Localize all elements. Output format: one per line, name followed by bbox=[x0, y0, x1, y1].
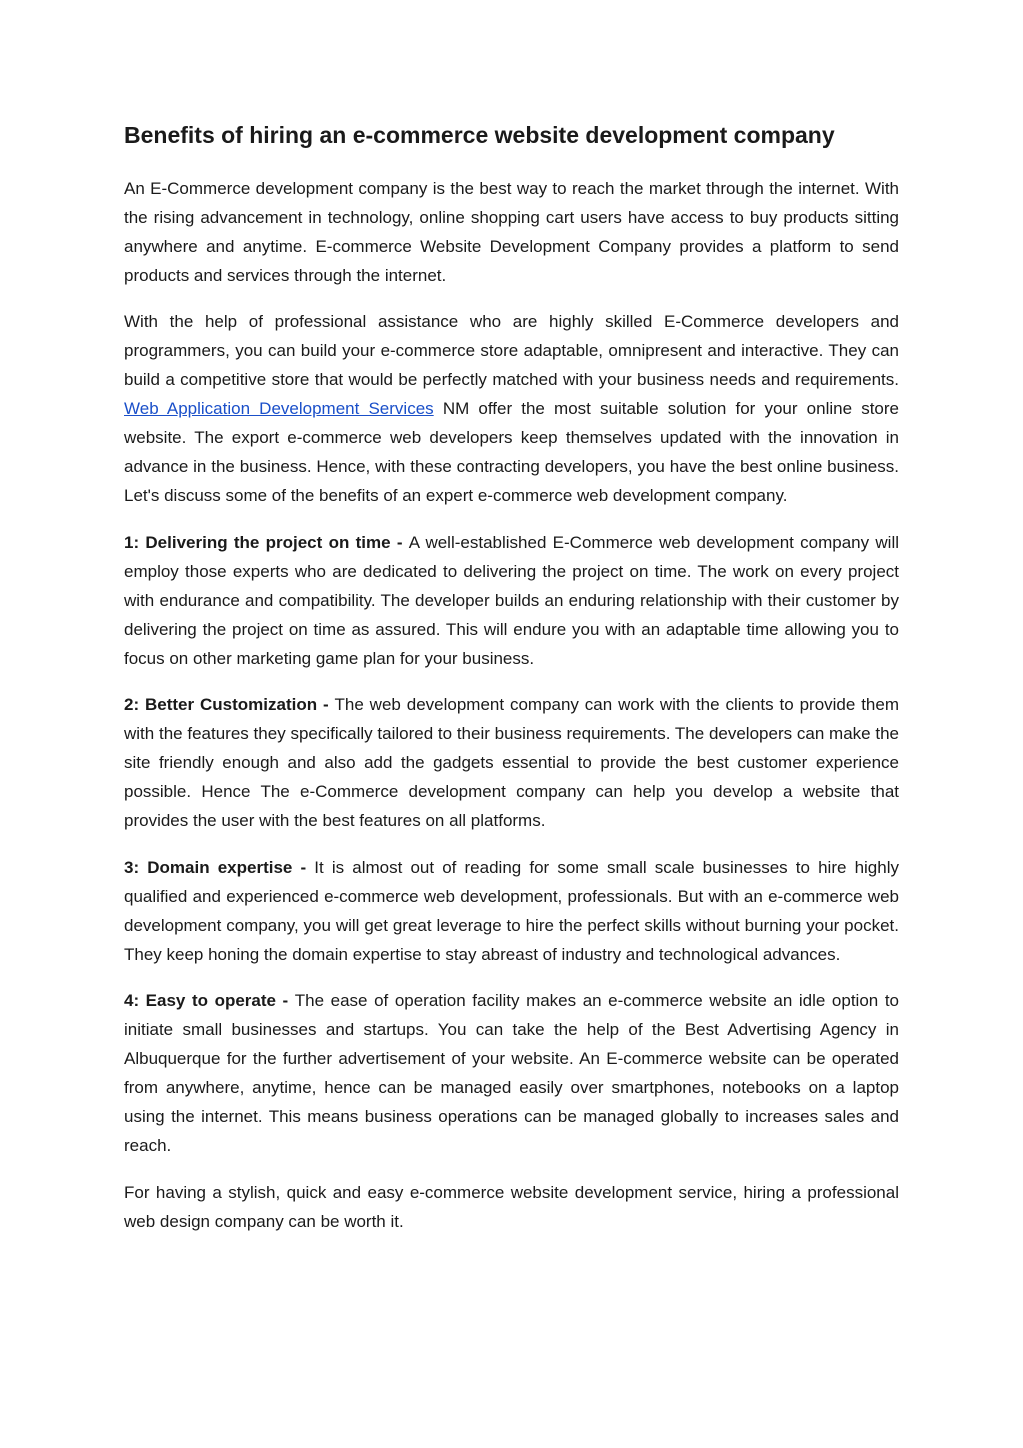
point-2-body: The web development company can work with the clients to provide them with the features they specifically tailored to their business requirements. The developers can make the site friendly enough and also add the gadgets essential to provide the best customer experience possible. Hence The e-Commerce development company can help you develop a website that provides the user with the best features on all platforms. bbox=[124, 695, 900, 831]
point-3-paragraph bbox=[124, 853, 899, 969]
document-page bbox=[124, 122, 899, 1253]
intro-paragraph: An E-Commerce development company is the best way to reach the market through the internet. With the rising advancement in technology, online shopping cart users have access to buy products sitting anywhere and anytime. E-commerce Website Development Company provides a platform to send products and services through the internet. bbox=[124, 178, 899, 285]
second-paragraph-before: With the help of professional assistance who are highly skilled E-Commerce developers and programmers, you can build your e-commerce store adaptable, omnipresent and interactive. They can build a competitive store that would be perfectly matched with your business needs and requirements. bbox=[124, 312, 899, 390]
web-application-development-services-link[interactable]: Web Application Development Services bbox=[124, 399, 434, 419]
document-title: Benefits of hiring an e-commerce website development company bbox=[124, 122, 835, 148]
point-4-body: The ease of operation facility makes an e-commerce website an idle option to initiate small businesses and startups. You can take the help of the Best Advertising Agency in Albuquerque for the further advertisement of your website. An E-commerce website can be operated from anywhere, anytime, hence can be managed easily over smartphones, notebooks on a laptop using the internet. This means business operations can be managed globally to increases sales and reach. bbox=[124, 991, 899, 1156]
point-1-heading: 1: Delivering the project on time - bbox=[124, 532, 409, 552]
point-2-paragraph bbox=[124, 690, 899, 835]
point-4-paragraph bbox=[124, 986, 899, 1160]
point-4-heading: 4: Easy to operate - bbox=[124, 991, 295, 1011]
closing-paragraph: For having a stylish, quick and easy e-commerce website development service, hiring a professional web design company can be worth it. bbox=[124, 1182, 899, 1231]
point-2-heading: 2: Better Customization - bbox=[124, 695, 335, 715]
point-1-body: A well-established E-Commerce web development company will employ those experts who are dedicated to delivering the project on time. The work on every project with endurance and compatibility. The developer builds an enduring relationship with their customer by delivering the project on time as assured. This will endure you with an adaptable time allowing you to focus on other marketing game plan for your business. bbox=[124, 532, 900, 668]
point-1-paragraph bbox=[124, 528, 899, 673]
point-3-body: It is almost out of reading for some small scale businesses to hire highly qualified and experienced e-commerce web development, professionals. But with an e-commerce web development company, you will get great leverage to hire the perfect skills without burning your pocket. They keep honing the domain expertise to stay abreast of industry and technological advances. bbox=[124, 857, 899, 964]
second-paragraph bbox=[124, 307, 899, 510]
point-3-heading: 3: Domain expertise - bbox=[124, 857, 315, 877]
second-paragraph-after: NM offer the most suitable solution for your online store website. The export e-commerce web developers keep themselves updated with the innovation in advance in the business. Hence, with these contracting developers, you have the best online business. Let's discuss some of the benefits of an expert e-commerce web development company. bbox=[124, 399, 899, 506]
